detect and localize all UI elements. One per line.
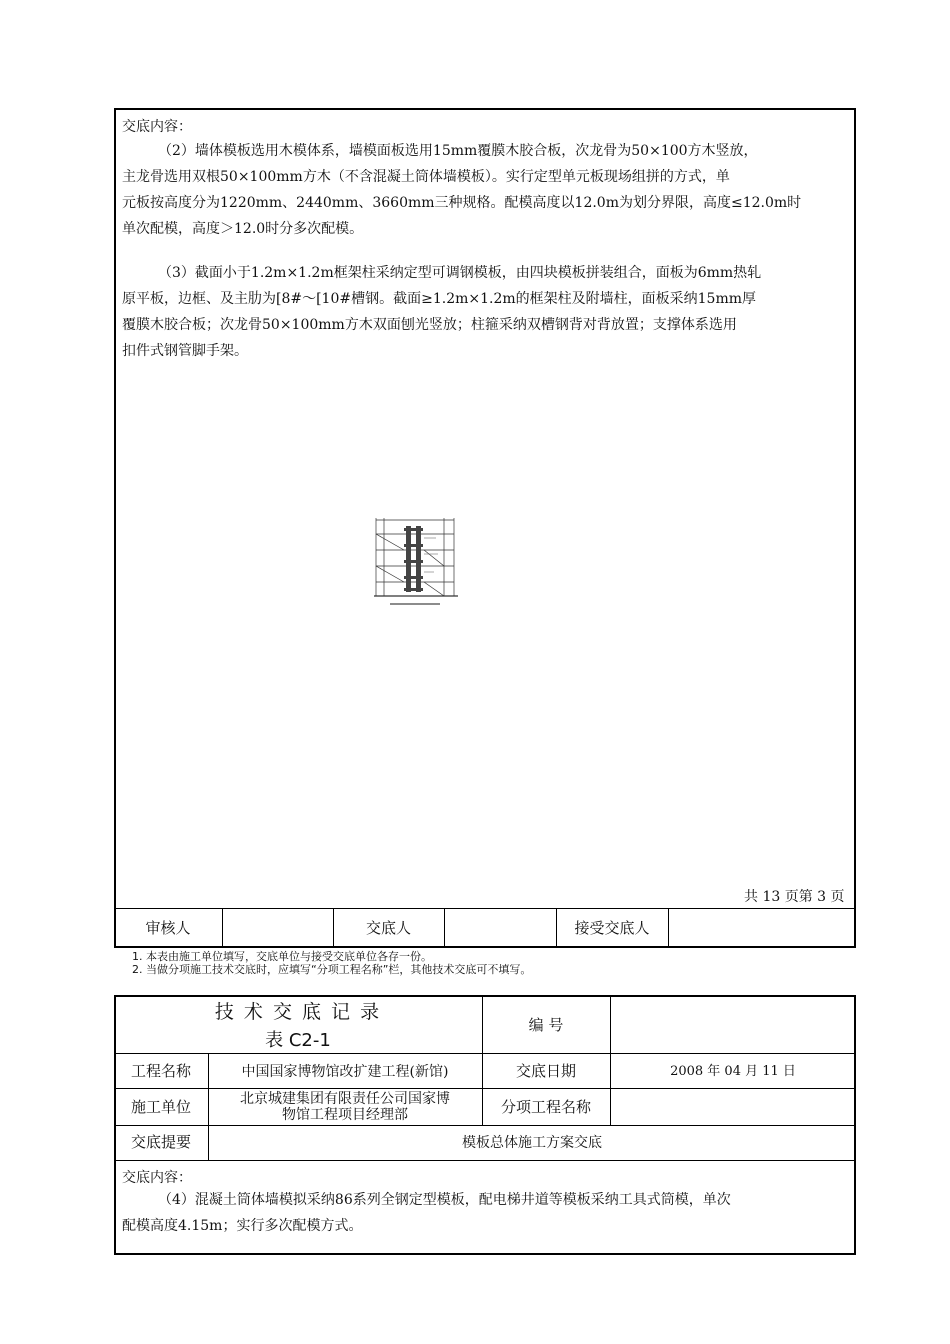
formwork-drawing [374,514,460,612]
para2-line: 主龙骨选用双根50×100mm方木（不含混凝土筒体墙模板）。实行定型单元板现场组拼的方式，单 [122,169,730,185]
subproject-label: 分项工程名称 [500,1098,591,1116]
divider [114,1088,856,1089]
divider [610,995,611,1053]
note-1: 1. 本表由施工单位填写，交底单位与接受交底单位各存一份。 [132,950,432,963]
divider [114,1160,856,1161]
divider [114,1125,856,1126]
para4-line: 配模高度4.15m；实行多次配模方式。 [122,1218,363,1234]
para4-line: （4）混凝土筒体墙模拟采纳86系列全钢定型模板，配电梯井道等模板采纳工具式筒模，单次 [158,1192,731,1208]
page-info: 共 13 页第 3 页 [744,889,845,905]
date-label: 交底日期 [515,1062,576,1080]
divider [444,908,445,948]
para3-line: 原平板，边框、及主肋为[8#～[10#槽钢。截面≥1.2m×1.2m的框架柱及附墙柱，面板采纳15mm厚 [122,291,757,307]
para3-line: 覆膜木胶合板；次龙骨50×100mm方木双面刨光竖放；柱箍采纳双槽钢背对背放置；支撑体系选用 [122,317,737,333]
divider [222,908,223,948]
discloser-label: 交底人 [365,919,411,937]
divider [114,908,856,909]
project-value: 中国国家博物馆改扩建工程(新馆) [241,1064,449,1080]
number-label: 编 号 [528,1016,564,1034]
date-value: 2008 年 04 月 11 日 [670,1064,796,1079]
reviewer-label: 审核人 [145,919,191,937]
summary-label: 交底提要 [130,1133,191,1151]
summary-value: 模板总体施工方案交底 [462,1135,602,1151]
paragraph-2 [122,138,846,242]
form-title: 技 术 交 底 记 录 [214,1001,382,1023]
paragraph-4 [122,1187,846,1239]
contractor-label: 施工单位 [130,1098,191,1116]
note-2: 2. 当做分项施工技术交底时，应填写“分项工程名称”栏，其他技术交底可不填写。 [132,963,532,976]
content-label-bottom: 交底内容： [122,1170,192,1186]
form-number: 表 C2-1 [265,1030,331,1051]
content-label: 交底内容： [122,119,192,135]
paragraph-3 [122,260,846,364]
para2-line: 元板按高度分为1220mm、2440mm、3660mm三种规格。配模高度以12.0m为划分界限，高度≤12.0m时 [122,195,802,211]
para2-line: （2）墙体模板选用木模体系，墙模面板选用15mm覆膜木胶合板，次龙骨为50×100方木竖放， [158,143,758,159]
para3-line: 扣件式钢管脚手架。 [122,343,248,359]
para2-line: 单次配模，高度＞12.0时分多次配模。 [122,221,364,237]
receiver-label: 接受交底人 [574,919,650,937]
project-label: 工程名称 [130,1062,191,1080]
contractor-value-line1: 北京城建集团有限责任公司国家博 [240,1091,450,1107]
para3-line: （3）截面小于1.2m×1.2m框架柱采纳定型可调钢模板，由四块模板拼装组合，面板为6mm热轧 [158,265,762,281]
divider [668,908,669,948]
contractor-value-line2: 物馆工程项目经理部 [282,1107,408,1123]
divider [114,1053,856,1054]
